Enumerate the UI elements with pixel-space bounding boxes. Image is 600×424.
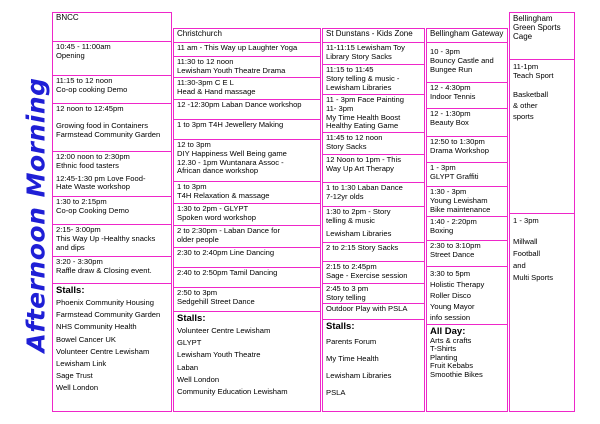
schedule-cell: 2:30 to 3:10pm Street Dance bbox=[427, 240, 507, 266]
stall-item: PSLA bbox=[326, 388, 346, 397]
schedule-cell: 10 - 3pm Bouncy Castle and Bungee Run bbox=[427, 42, 507, 82]
stall-item: Well London bbox=[177, 374, 220, 384]
column-bellingham-gateway bbox=[426, 28, 508, 412]
schedule-cell: 12 to 3pm DIY Happiness Well Being game 12.30 - 1pm Wuntanara Assoc - African dance workshop bbox=[174, 139, 320, 181]
stalls-section bbox=[53, 283, 171, 411]
schedule-cell: 3:30 to 5pm Holistic Therapy Roller Disco Young Mayor info session bbox=[427, 266, 507, 324]
stalls-heading: Stalls: bbox=[326, 321, 355, 332]
side-title-banner bbox=[20, 40, 52, 390]
column-header: BNCC bbox=[56, 13, 79, 22]
stalls-heading: Stalls: bbox=[177, 313, 206, 324]
side-title: Afternoon Morning bbox=[21, 77, 51, 353]
all-day-item: Planting bbox=[430, 352, 458, 362]
schedule-cell: 2:45 to 3 pm Story telling bbox=[323, 283, 424, 303]
stalls-section bbox=[174, 311, 320, 411]
stall-item: Parents Forum bbox=[326, 337, 377, 346]
column-bncc bbox=[52, 12, 172, 412]
schedule-cell: 2:15 to 2:45pm Sage - Exercise session bbox=[323, 261, 424, 283]
stall-item: Farmstead Community Garden bbox=[56, 310, 161, 320]
all-day-item: Fruit Kebabs bbox=[430, 361, 474, 371]
schedule-cell: 11:30-3pm C E L Head & Hand massage bbox=[174, 77, 320, 99]
schedule-cell: 11 - 3pm Face Painting 11- 3pm My Time Health Boost Healthy Eating Game bbox=[323, 94, 424, 132]
schedule-cell: 1:30 to 2pm - GLYPT Spoken word workshop bbox=[174, 203, 320, 225]
schedule-cell: 12:50 to 1:30pm Drama Workshop bbox=[427, 136, 507, 162]
schedule-cell: 1:30 to 2:15pm Co-op Cooking Demo bbox=[53, 196, 171, 224]
stall-item: Community Education Lewisham bbox=[177, 387, 288, 397]
schedule-cell: 12:00 noon to 2:30pm Ethnic food tasters 12:45-1:30 pm Love Food- Hate Waste workshop bbox=[53, 151, 171, 196]
schedule-cell: 1:40 - 2:20pm Boxing bbox=[427, 216, 507, 240]
stall-item: GLYPT bbox=[177, 338, 202, 348]
schedule-cell: 3:20 - 3:30pm Raffle draw & Closing event. bbox=[53, 256, 171, 283]
column-header: Bellingham Green Sports Cage bbox=[513, 14, 561, 41]
stall-item: Lewisham Libraries bbox=[326, 371, 392, 380]
schedule-cell: 12 Noon to 1pm - This Way Up Art Therapy bbox=[323, 154, 424, 182]
schedule-cell: 1 - 3pm GLYPT Graffiti bbox=[427, 162, 507, 186]
schedule-cell: 2:50 to 3pm Sedgehill Street Dance bbox=[174, 287, 320, 311]
schedule-cell: 12 - 1:30pm Beauty Box bbox=[427, 108, 507, 136]
stalls-heading: Stalls: bbox=[56, 285, 85, 296]
schedule-cell: 1 to 3pm T4H Relaxation & massage bbox=[174, 181, 320, 203]
column-header: Christchurch bbox=[177, 29, 222, 38]
schedule-cell: 12 noon to 12:45pm Growing food in Containers Farmstead Community Garden bbox=[53, 103, 171, 151]
schedule-cell: 12 - 4:30pm Indoor Tennis bbox=[427, 82, 507, 108]
schedule-cell: 1 to 3pm T4H Jewellery Making bbox=[174, 119, 320, 139]
column-header: Bellingham Gateway bbox=[430, 29, 504, 38]
schedule-cell: 10:45 - 11:00am Opening bbox=[53, 41, 171, 75]
stall-item: Lewisham Link bbox=[56, 359, 107, 369]
stall-item: Lewisham Youth Theatre bbox=[177, 350, 261, 360]
stall-item: Laban bbox=[177, 362, 199, 372]
schedule-cell: 2 to 2:30pm - Laban Dance for older people bbox=[174, 225, 320, 247]
stall-item: Volunteer Centre Lewisham bbox=[56, 346, 150, 356]
stall-item: Sage Trust bbox=[56, 371, 93, 381]
stall-item: Volunteer Centre Lewisham bbox=[177, 326, 271, 335]
schedule-cell: Outdoor Play with PSLA bbox=[323, 303, 424, 319]
all-day-item: T-Shirts bbox=[430, 344, 457, 354]
schedule-cell: 11:15 to 12 noon Co-op cooking Demo bbox=[53, 75, 171, 103]
stall-item: My Time Health bbox=[326, 354, 379, 363]
stall-item: Bowel Cancer UK bbox=[56, 334, 116, 344]
all-day-item: Arts & crafts bbox=[430, 336, 472, 345]
schedule-cell: 11:45 to 12 noon Story Sacks bbox=[323, 132, 424, 154]
schedule-cell: 1 to 1:30 Laban Dance 7-12yr olds bbox=[323, 182, 424, 206]
schedule-cell: 11 am - This Way up Laughter Yoga bbox=[174, 42, 320, 56]
all-day-section bbox=[427, 324, 507, 411]
schedule-cell: 11-11:15 Lewisham Toy Library Story Sacks bbox=[323, 42, 424, 64]
schedule-cell: 1:30 - 3pm Young Lewisham Bike maintenance bbox=[427, 186, 507, 216]
schedule-cell: 12 -12:30pm Laban Dance workshop bbox=[174, 99, 320, 119]
all-day-item: Smoothie Bikes bbox=[430, 369, 483, 379]
stall-item: Well London bbox=[56, 383, 99, 393]
schedule-cell: 1 - 3pm Millwall Football and Multi Sports bbox=[510, 213, 574, 411]
schedule-cell: 11-1pm Teach Sport Basketball & other sports bbox=[510, 59, 574, 213]
column-sports-cage bbox=[509, 12, 575, 412]
stalls-section bbox=[323, 319, 424, 411]
schedule-cell: 2:30 to 2:40pm Line Dancing bbox=[174, 247, 320, 267]
schedule-cell: 2:15- 3:00pm This Way Up -Healthy snacks and dips bbox=[53, 224, 171, 256]
schedule-cell: 11:30 to 12 noon Lewisham Youth Theatre Drama bbox=[174, 56, 320, 77]
column-header: St Dunstans - Kids Zone bbox=[326, 29, 413, 38]
column-st-dunstans bbox=[322, 28, 425, 412]
all-day-heading: All Day: bbox=[430, 326, 466, 337]
stall-item: Phoenix Community Housing bbox=[56, 298, 154, 307]
schedule-cell: 1:30 to 2pm - Story telling & music Lewisham Libraries bbox=[323, 206, 424, 242]
schedule-cell: 2:40 to 2:50pm Tamil Dancing bbox=[174, 267, 320, 287]
schedule-cell: 2 to 2:15 Story Sacks bbox=[323, 242, 424, 261]
stall-item: NHS Community Health bbox=[56, 322, 137, 332]
column-christchurch bbox=[173, 28, 321, 412]
schedule-cell: 11:15 to 11:45 Story telling & music - Lewisham Libraries bbox=[323, 64, 424, 94]
